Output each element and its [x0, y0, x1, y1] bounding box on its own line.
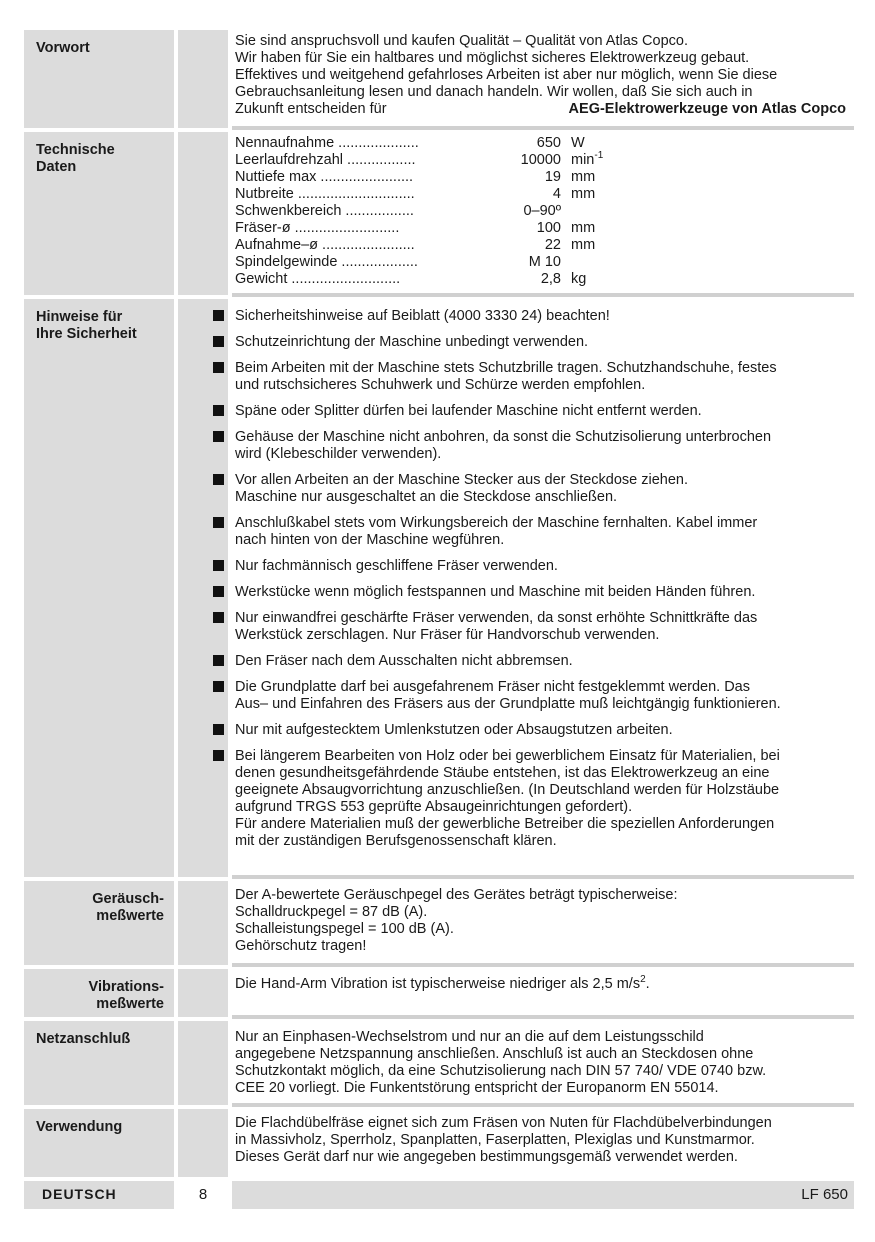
safety-item — [235, 722, 850, 739]
safety-heading-2: Ihre Sicherheit — [36, 326, 137, 342]
safety-text-line: Nur einwandfrei geschärfte Fräser verwenden, da sonst erhöhte Schnittkräfte das — [235, 610, 758, 626]
section-verwendung — [24, 1109, 854, 1177]
safety-text-line: nach hinten von der Maschine wegführen. — [235, 532, 505, 548]
section-vorwort — [24, 30, 854, 128]
spec-row — [235, 237, 850, 254]
spec-value: 22 — [542, 237, 561, 254]
vibration-text — [232, 976, 854, 993]
verwendung-line: in Massivholz, Sperrholz, Spanplatten, Faserplatten, Plexiglas und Kunstmarmor. — [235, 1132, 755, 1148]
spec-unit: mm — [571, 169, 596, 185]
verwendung-line: Die Flachdübelfräse eignet sich zum Fräsen von Nuten für Flachdübelverbindungen — [235, 1115, 772, 1131]
safety-item — [235, 748, 850, 850]
spec-label-text: Spindelgewinde ................... — [235, 254, 418, 270]
spec-value: 10000 — [518, 152, 561, 169]
spec-row — [235, 220, 850, 237]
text-line: Wir haben für Sie ein haltbares und möglichst sicheres Elektrowerkzeug gebaut. — [235, 50, 750, 66]
section-vibration — [24, 969, 854, 1017]
bullet-square-icon — [213, 310, 224, 321]
spec-label-text: Aufnahme–ø ....................... — [235, 237, 415, 253]
safety-item — [235, 403, 850, 420]
tech-heading-1: Technische — [36, 142, 115, 158]
spec-row — [235, 254, 850, 271]
page-footer — [24, 1181, 854, 1209]
spec-label-text: Nuttiefe max ....................... — [235, 169, 414, 185]
text-line: Effektives und weitgehend gefahrloses Arbeiten ist aber nur möglich, wenn Sie diese — [235, 67, 778, 83]
vibration-value: Die Hand-Arm Vibration ist typischerweise niedriger als 2,5 m/s — [235, 976, 641, 992]
spec-row — [235, 186, 850, 203]
tech-specs-list — [232, 135, 854, 288]
text-line: Zukunft entscheiden für — [235, 101, 387, 117]
bullet-square-icon — [213, 405, 224, 416]
netz-line: CEE 20 vorliegt. Die Funkentstörung entspricht der Europanorm EN 55014. — [235, 1080, 719, 1096]
text-line: Sie sind anspruchsvoll und kaufen Qualität – Qualität von Atlas Copco. — [235, 33, 688, 49]
signature-line: AEG-Elektrowerkzeuge von Atlas Copco — [568, 101, 846, 117]
bullet-square-icon — [213, 560, 224, 571]
spec-label — [235, 152, 561, 169]
vibration-end: . — [645, 976, 650, 992]
spec-row — [235, 135, 850, 152]
vibration-heading-1: Vibrations- — [88, 979, 164, 995]
safety-text-line: Nur fachmännisch geschliffene Fräser verwenden. — [235, 558, 558, 574]
safety-item — [235, 653, 850, 670]
spec-label — [235, 254, 561, 271]
spec-value: 19 — [542, 169, 561, 186]
spec-label — [235, 220, 561, 237]
section-netzanschluss — [24, 1021, 854, 1105]
safety-text-line: Werkstück zerschlagen. Nur Fräser für Handvorschub verwenden. — [235, 627, 660, 643]
bullet-square-icon — [213, 612, 224, 623]
safety-item — [235, 584, 850, 601]
section-heading — [24, 30, 174, 128]
spec-label-text: Fräser-ø .......................... — [235, 220, 400, 236]
spec-label — [235, 271, 561, 288]
spec-row — [235, 152, 850, 169]
safety-text-line: Späne oder Splitter dürfen bei laufender Maschine nicht entfernt werden. — [235, 403, 702, 419]
safety-text-line: aufgrund TRGS 553 geprüfte Absaugeinrichtungen gefordert). — [235, 799, 633, 815]
text-line: Gebrauchsanleitung lesen und danach handeln. Wir wollen, daß Sie sich auch in — [235, 84, 753, 100]
spec-unit: mm — [571, 186, 596, 202]
verwendung-line: Dieses Gerät darf nur wie angegeben bestimmungsgemäß verwendet werden. — [235, 1149, 738, 1165]
vibration-exponent: 2 — [640, 974, 646, 986]
spec-row — [235, 203, 850, 220]
spec-label-text: Nennaufnahme .................... — [235, 135, 419, 151]
safety-item — [235, 429, 850, 463]
bullet-square-icon — [213, 750, 224, 761]
bullet-square-icon — [213, 431, 224, 442]
safety-text-line: Für andere Materialien muß der gewerbliche Betreiber die speziellen Anforderungen — [235, 816, 775, 832]
bullet-square-icon — [213, 336, 224, 347]
safety-item — [235, 679, 850, 713]
bullet-square-icon — [213, 474, 224, 485]
safety-item — [235, 610, 850, 644]
safety-text-line: wird (Klebeschilder verwenden). — [235, 446, 442, 462]
spec-value: 0–90º — [520, 203, 561, 220]
spec-value: 650 — [534, 135, 561, 152]
spec-label — [235, 237, 561, 254]
safety-item — [235, 360, 850, 394]
safety-text-line: Bei längerem Bearbeiten von Holz oder bei gewerblichem Einsatz für Materialien, bei — [235, 748, 780, 764]
noise-heading-1: Geräusch- — [92, 891, 164, 907]
vibration-heading-2: meßwerte — [96, 996, 164, 1012]
safety-item — [235, 308, 850, 325]
safety-text-line: Anschlußkabel stets vom Wirkungsbereich der Maschine fernhalten. Kabel immer — [235, 515, 758, 531]
netz-line: Nur an Einphasen-Wechselstrom und nur an die auf dem Leistungsschild — [235, 1029, 704, 1045]
spec-row — [235, 169, 850, 186]
noise-text — [232, 887, 854, 955]
spec-label — [235, 135, 561, 152]
safety-text-line: Den Fräser nach dem Ausschalten nicht abbremsen. — [235, 653, 573, 669]
page-number: 8 — [178, 1181, 228, 1209]
section-geraeusch — [24, 881, 854, 965]
bullet-square-icon — [213, 724, 224, 735]
vorwort-heading: Vorwort — [36, 40, 90, 56]
bullet-square-icon — [213, 362, 224, 373]
spec-value: M 10 — [526, 254, 561, 271]
safety-text-line: geeignete Absaugvorrichtung anzuschließen. (In Deutschland werden für Holzstäube — [235, 782, 780, 798]
spec-label — [235, 169, 561, 186]
noise-line: Der A-bewertete Geräuschpegel des Gerätes beträgt typischerweise: — [235, 887, 678, 903]
spec-label — [235, 186, 561, 203]
safety-text-line: Vor allen Arbeiten an der Maschine Stecker aus der Steckdose ziehen. — [235, 472, 688, 488]
safety-text-line: Gehäuse der Maschine nicht anbohren, da sonst die Schutzisolierung unterbrochen — [235, 429, 772, 445]
safety-text-line: Die Grundplatte darf bei ausgefahrenem Fräser nicht festgeklemmt werden. Das — [235, 679, 750, 695]
safety-text-line: Sicherheitshinweise auf Beiblatt (4000 3330 24) beachten! — [235, 308, 610, 324]
spec-unit: $\min^{-1}$ — [571, 150, 604, 168]
verwendung-text — [232, 1115, 854, 1166]
safety-item — [235, 515, 850, 549]
bullet-square-icon — [213, 517, 224, 528]
bullet-square-icon — [213, 655, 224, 666]
netz-heading: Netzanschluß — [36, 1031, 131, 1047]
spec-label-text: Nutbreite ............................. — [235, 186, 415, 202]
spec-value: 2,8 — [538, 271, 561, 288]
section-technische-daten — [24, 132, 854, 295]
noise-line: Schalleistungspegel = 100 dB (A). — [235, 921, 454, 937]
spec-unit: W — [571, 135, 585, 151]
spec-label-text: Gewicht ........................... — [235, 271, 401, 287]
spec-label — [235, 203, 561, 220]
spec-label-text: Leerlaufdrehzahl ................. — [235, 152, 416, 168]
bullet-square-icon — [213, 681, 224, 692]
verwendung-heading: Verwendung — [36, 1119, 123, 1135]
spec-unit: mm — [571, 237, 596, 253]
spec-unit: kg — [571, 271, 587, 287]
safety-item — [235, 472, 850, 506]
safety-text-line: Nur mit aufgestecktem Umlenkstutzen oder Absaugstutzen arbeiten. — [235, 722, 673, 738]
safety-item — [235, 334, 850, 351]
section-sicherheit — [24, 299, 854, 877]
safety-item — [235, 558, 850, 575]
noise-line: Gehörschutz tragen! — [235, 938, 367, 954]
safety-text-line: Schutzeinrichtung der Maschine unbedingt verwenden. — [235, 334, 589, 350]
footer-model: LF 650 — [232, 1181, 854, 1209]
safety-text-line: mit der zuständigen Berufsgenossenschaft klären. — [235, 833, 557, 849]
netz-line: Schutzkontakt möglich, da eine Schutzisolierung nach DIN 57 740/ VDE 0740 bzw. — [235, 1063, 767, 1079]
spec-value: 100 — [534, 220, 561, 237]
safety-list — [232, 308, 854, 850]
spec-row — [235, 271, 850, 288]
tech-heading-2: Daten — [36, 159, 77, 175]
noise-heading-2: meßwerte — [96, 908, 164, 924]
safety-text-line: Aus– und Einfahren des Fräsers aus der Grundplatte muß leichtgängig funktionieren. — [235, 696, 781, 712]
spec-label-text: Schwenkbereich ................. — [235, 203, 414, 219]
safety-text-line: Maschine nur ausgeschaltet an die Steckdose anschließen. — [235, 489, 618, 505]
noise-line: Schalldruckpegel = 87 dB (A). — [235, 904, 428, 920]
spec-unit: mm — [571, 220, 596, 236]
netz-line: angegebene Netzspannung anschließen. Anschluß ist auch an Steckdosen ohne — [235, 1046, 754, 1062]
manual-page — [24, 30, 854, 1209]
safety-heading-1: Hinweise für — [36, 309, 123, 325]
vorwort-text — [232, 33, 854, 118]
netz-text — [232, 1029, 854, 1097]
spec-unit-exponent: -1 — [594, 150, 604, 162]
spec-value: 4 — [550, 186, 561, 203]
bullet-square-icon — [213, 586, 224, 597]
safety-text-line: denen gesundheitsgefährdende Stäube entstehen, ist das Elektrowerkzeug an eine — [235, 765, 770, 781]
footer-language: DEUTSCH — [24, 1181, 174, 1209]
safety-text-line: Werkstücke wenn möglich festspannen und Maschine mit beiden Händen führen. — [235, 584, 756, 600]
safety-text-line: Beim Arbeiten mit der Maschine stets Schutzbrille tragen. Schutzhandschuhe, festes — [235, 360, 777, 376]
safety-text-line: und rutschsicheres Schuhwerk und Schürze werden empfohlen. — [235, 377, 646, 393]
